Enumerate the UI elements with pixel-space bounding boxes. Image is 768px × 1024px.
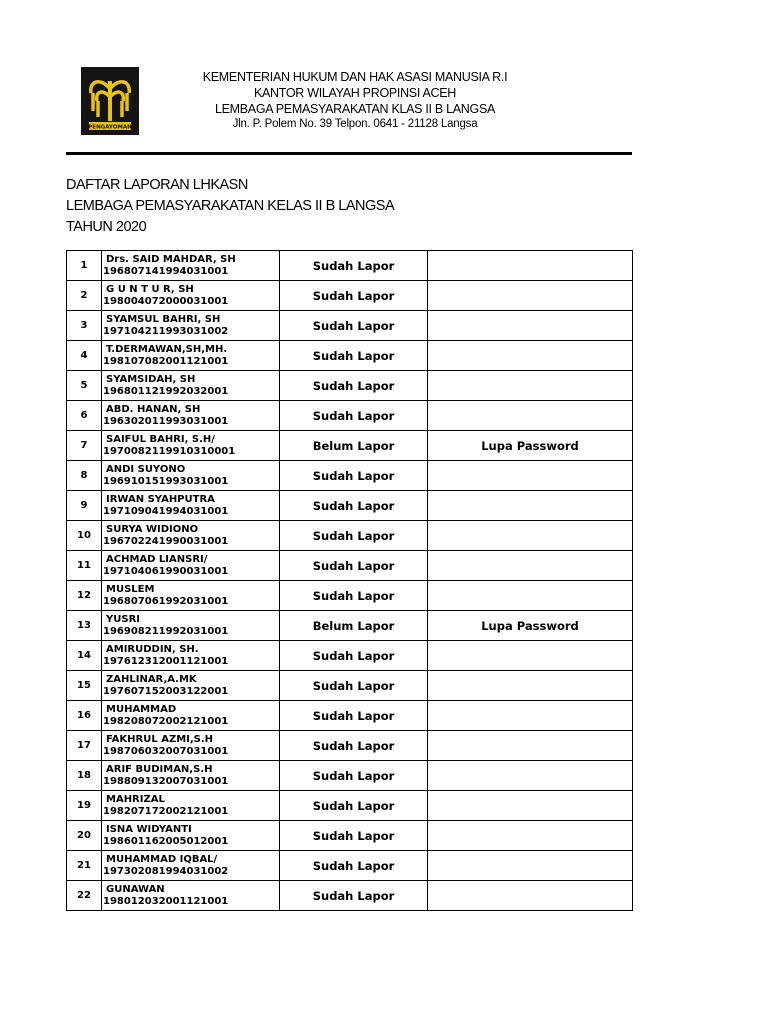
- report-status: Sudah Lapor: [280, 281, 428, 311]
- employee-nip: 198107082001121001: [103, 355, 229, 367]
- report-note: [428, 881, 633, 911]
- employee-cell: [102, 881, 280, 911]
- report-note: [428, 251, 633, 281]
- report-note: [428, 851, 633, 881]
- row-number: 8: [67, 461, 102, 491]
- row-number: 13: [67, 611, 102, 641]
- employee-name: MAHRIZAL: [106, 793, 165, 805]
- report-note: [428, 821, 633, 851]
- report-note: [428, 701, 633, 731]
- employee-name: ZAHLINAR,A.MK: [106, 673, 197, 685]
- table-row: [67, 491, 633, 521]
- regional-office: KANTOR WILAYAH PROPINSI ACEH: [253, 86, 457, 100]
- employee-name: ABD. HANAN, SH: [106, 403, 201, 415]
- employee-name: ACHMAD LIANSRI/: [106, 553, 208, 565]
- employee-nip: 196702241990031001: [103, 535, 229, 547]
- report-status: Sudah Lapor: [280, 851, 428, 881]
- institution-address: Jln. P. Polem No. 39 Telpon. 0641 - 21128 Langsa: [232, 118, 478, 130]
- report-status: Sudah Lapor: [280, 551, 428, 581]
- employee-cell: [102, 341, 280, 371]
- employee-nip: 198004072000031001: [103, 295, 229, 307]
- employee-cell: [102, 731, 280, 761]
- report-status: Belum Lapor: [280, 431, 428, 461]
- row-number: 14: [67, 641, 102, 671]
- employee-nip: 196908211992031001: [103, 625, 229, 637]
- report-note: [428, 281, 633, 311]
- employee-name: SYAMSUL BAHRI, SH: [106, 313, 221, 325]
- report-table: [66, 250, 633, 911]
- report-status: Belum Lapor: [280, 611, 428, 641]
- employee-name: Drs. SAID MAHDAR, SH: [106, 253, 236, 265]
- employee-name: T.DERMAWAN,SH,MH.: [106, 343, 228, 355]
- employee-nip: 198208072002121001: [103, 715, 229, 727]
- report-status: Sudah Lapor: [280, 881, 428, 911]
- employee-name: YUSRI: [106, 613, 140, 625]
- table-row: [67, 641, 633, 671]
- employee-cell: [102, 401, 280, 431]
- row-number: 18: [67, 761, 102, 791]
- employee-cell: [102, 251, 280, 281]
- document-title: [66, 175, 394, 238]
- report-status: Sudah Lapor: [280, 761, 428, 791]
- logo-caption: PENGAYOMAN: [88, 124, 132, 131]
- report-status: Sudah Lapor: [280, 731, 428, 761]
- employee-nip: 197104211993031002: [103, 325, 229, 337]
- institution-name: LEMBAGA PEMASYARAKATAN KLAS II B LANGSA: [214, 102, 496, 116]
- report-status: Sudah Lapor: [280, 491, 428, 521]
- report-note: [428, 311, 633, 341]
- report-note: [428, 521, 633, 551]
- table-row: [67, 581, 633, 611]
- report-status: Sudah Lapor: [280, 701, 428, 731]
- employee-nip: 1970082119910310001: [103, 445, 236, 457]
- row-number: 6: [67, 401, 102, 431]
- row-number: 10: [67, 521, 102, 551]
- table-row: [67, 551, 633, 581]
- employee-nip: 198207172002121001: [103, 805, 229, 817]
- employee-name: SURYA WIDIONO: [106, 523, 199, 535]
- employee-cell: [102, 821, 280, 851]
- table-row: [67, 371, 633, 401]
- employee-cell: [102, 761, 280, 791]
- employee-cell: [102, 641, 280, 671]
- employee-name: MUHAMMAD: [106, 703, 177, 715]
- table-row: [67, 611, 633, 641]
- employee-cell: [102, 371, 280, 401]
- report-note: [428, 341, 633, 371]
- row-number: 21: [67, 851, 102, 881]
- report-status: Sudah Lapor: [280, 461, 428, 491]
- employee-cell: [102, 581, 280, 611]
- report-status: Sudah Lapor: [280, 401, 428, 431]
- employee-cell: [102, 311, 280, 341]
- report-status: Sudah Lapor: [280, 371, 428, 401]
- row-number: 2: [67, 281, 102, 311]
- report-status: Sudah Lapor: [280, 341, 428, 371]
- row-number: 4: [67, 341, 102, 371]
- employee-cell: [102, 851, 280, 881]
- table-row: [67, 851, 633, 881]
- row-number: 12: [67, 581, 102, 611]
- report-note: [428, 641, 633, 671]
- report-status: Sudah Lapor: [280, 821, 428, 851]
- report-status: Sudah Lapor: [280, 791, 428, 821]
- row-number: 7: [67, 431, 102, 461]
- row-number: 1: [67, 251, 102, 281]
- employee-cell: [102, 671, 280, 701]
- row-number: 16: [67, 701, 102, 731]
- table-row: [67, 521, 633, 551]
- employee-nip: 198809132007031001: [103, 775, 229, 787]
- table-row: [67, 431, 633, 461]
- employee-nip: 197109041994031001: [103, 505, 229, 517]
- employee-cell: [102, 701, 280, 731]
- table-row: [67, 791, 633, 821]
- employee-cell: [102, 551, 280, 581]
- table-row: [67, 761, 633, 791]
- table-row: [67, 461, 633, 491]
- ministry-name: KEMENTERIAN HUKUM DAN HAK ASASI MANUSIA R.I: [202, 70, 508, 84]
- report-note: Lupa Password: [428, 611, 633, 641]
- employee-name: SYAMSIDAH, SH: [106, 373, 196, 385]
- pengayoman-logo: [81, 67, 139, 135]
- table-row: [67, 251, 633, 281]
- row-number: 20: [67, 821, 102, 851]
- report-note: [428, 731, 633, 761]
- report-status: Sudah Lapor: [280, 671, 428, 701]
- employee-nip: 196801121992032001: [103, 385, 229, 397]
- employee-nip: 198706032007031001: [103, 745, 229, 757]
- table-row: [67, 671, 633, 701]
- report-note: [428, 401, 633, 431]
- report-note: [428, 491, 633, 521]
- report-note: [428, 461, 633, 491]
- employee-nip: 198601162005012001: [103, 835, 229, 847]
- employee-nip: 197612312001121001: [103, 655, 229, 667]
- title-line-3: TAHUN 2020: [66, 219, 147, 235]
- report-note: Lupa Password: [428, 431, 633, 461]
- table-row: [67, 701, 633, 731]
- employee-nip: 196910151993031001: [103, 475, 229, 487]
- employee-cell: [102, 461, 280, 491]
- employee-nip: 197607152003122001: [103, 685, 229, 697]
- table-row: [67, 281, 633, 311]
- letterhead-rule: [66, 152, 632, 155]
- employee-nip: 197104061990031001: [103, 565, 229, 577]
- row-number: 17: [67, 731, 102, 761]
- table-row: [67, 341, 633, 371]
- employee-name: IRWAN SYAHPUTRA: [106, 493, 215, 505]
- report-note: [428, 581, 633, 611]
- table-row: [67, 881, 633, 911]
- row-number: 19: [67, 791, 102, 821]
- employee-nip: 198012032001121001: [103, 895, 229, 907]
- report-status: Sudah Lapor: [280, 251, 428, 281]
- employee-cell: [102, 281, 280, 311]
- employee-name: SAIFUL BAHRI, S.H/: [106, 433, 215, 445]
- report-note: [428, 371, 633, 401]
- row-number: 5: [67, 371, 102, 401]
- report-table-body: [67, 251, 633, 911]
- employee-cell: [102, 431, 280, 461]
- employee-name: ANDI SUYONO: [106, 463, 186, 475]
- employee-nip: 196302011993031001: [103, 415, 229, 427]
- pengayoman-emblem-icon: [81, 67, 139, 135]
- table-row: [67, 821, 633, 851]
- employee-name: GUNAWAN: [106, 883, 165, 895]
- row-number: 11: [67, 551, 102, 581]
- report-note: [428, 761, 633, 791]
- employee-cell: [102, 791, 280, 821]
- employee-nip: 196807141994031001: [103, 265, 229, 277]
- employee-name: ARIF BUDIMAN,S.H: [106, 763, 213, 775]
- report-note: [428, 791, 633, 821]
- report-status: Sudah Lapor: [280, 581, 428, 611]
- table-row: [67, 311, 633, 341]
- row-number: 3: [67, 311, 102, 341]
- employee-name: MUHAMMAD IQBAL/: [106, 853, 218, 865]
- employee-name: FAKHRUL AZMI,S.H: [106, 733, 214, 745]
- employee-cell: [102, 521, 280, 551]
- employee-name: G U N T U R, SH: [106, 283, 194, 295]
- report-status: Sudah Lapor: [280, 521, 428, 551]
- employee-cell: [102, 491, 280, 521]
- employee-name: AMIRUDDIN, SH.: [106, 643, 199, 655]
- report-note: [428, 551, 633, 581]
- row-number: 9: [67, 491, 102, 521]
- table-row: [67, 401, 633, 431]
- report-note: [428, 671, 633, 701]
- row-number: 22: [67, 881, 102, 911]
- report-status: Sudah Lapor: [280, 641, 428, 671]
- row-number: 15: [67, 671, 102, 701]
- employee-nip: 197302081994031002: [103, 865, 229, 877]
- employee-cell: [102, 611, 280, 641]
- employee-nip: 196807061992031001: [103, 595, 229, 607]
- employee-name: MUSLEM: [106, 583, 155, 595]
- letterhead: [170, 69, 540, 132]
- employee-name: ISNA WIDYANTI: [106, 823, 192, 835]
- title-line-1: DAFTAR LAPORAN LHKASN: [66, 177, 248, 193]
- title-line-2: LEMBAGA PEMASYARAKATAN KELAS II B LANGSA: [66, 198, 395, 214]
- table-row: [67, 731, 633, 761]
- report-status: Sudah Lapor: [280, 311, 428, 341]
